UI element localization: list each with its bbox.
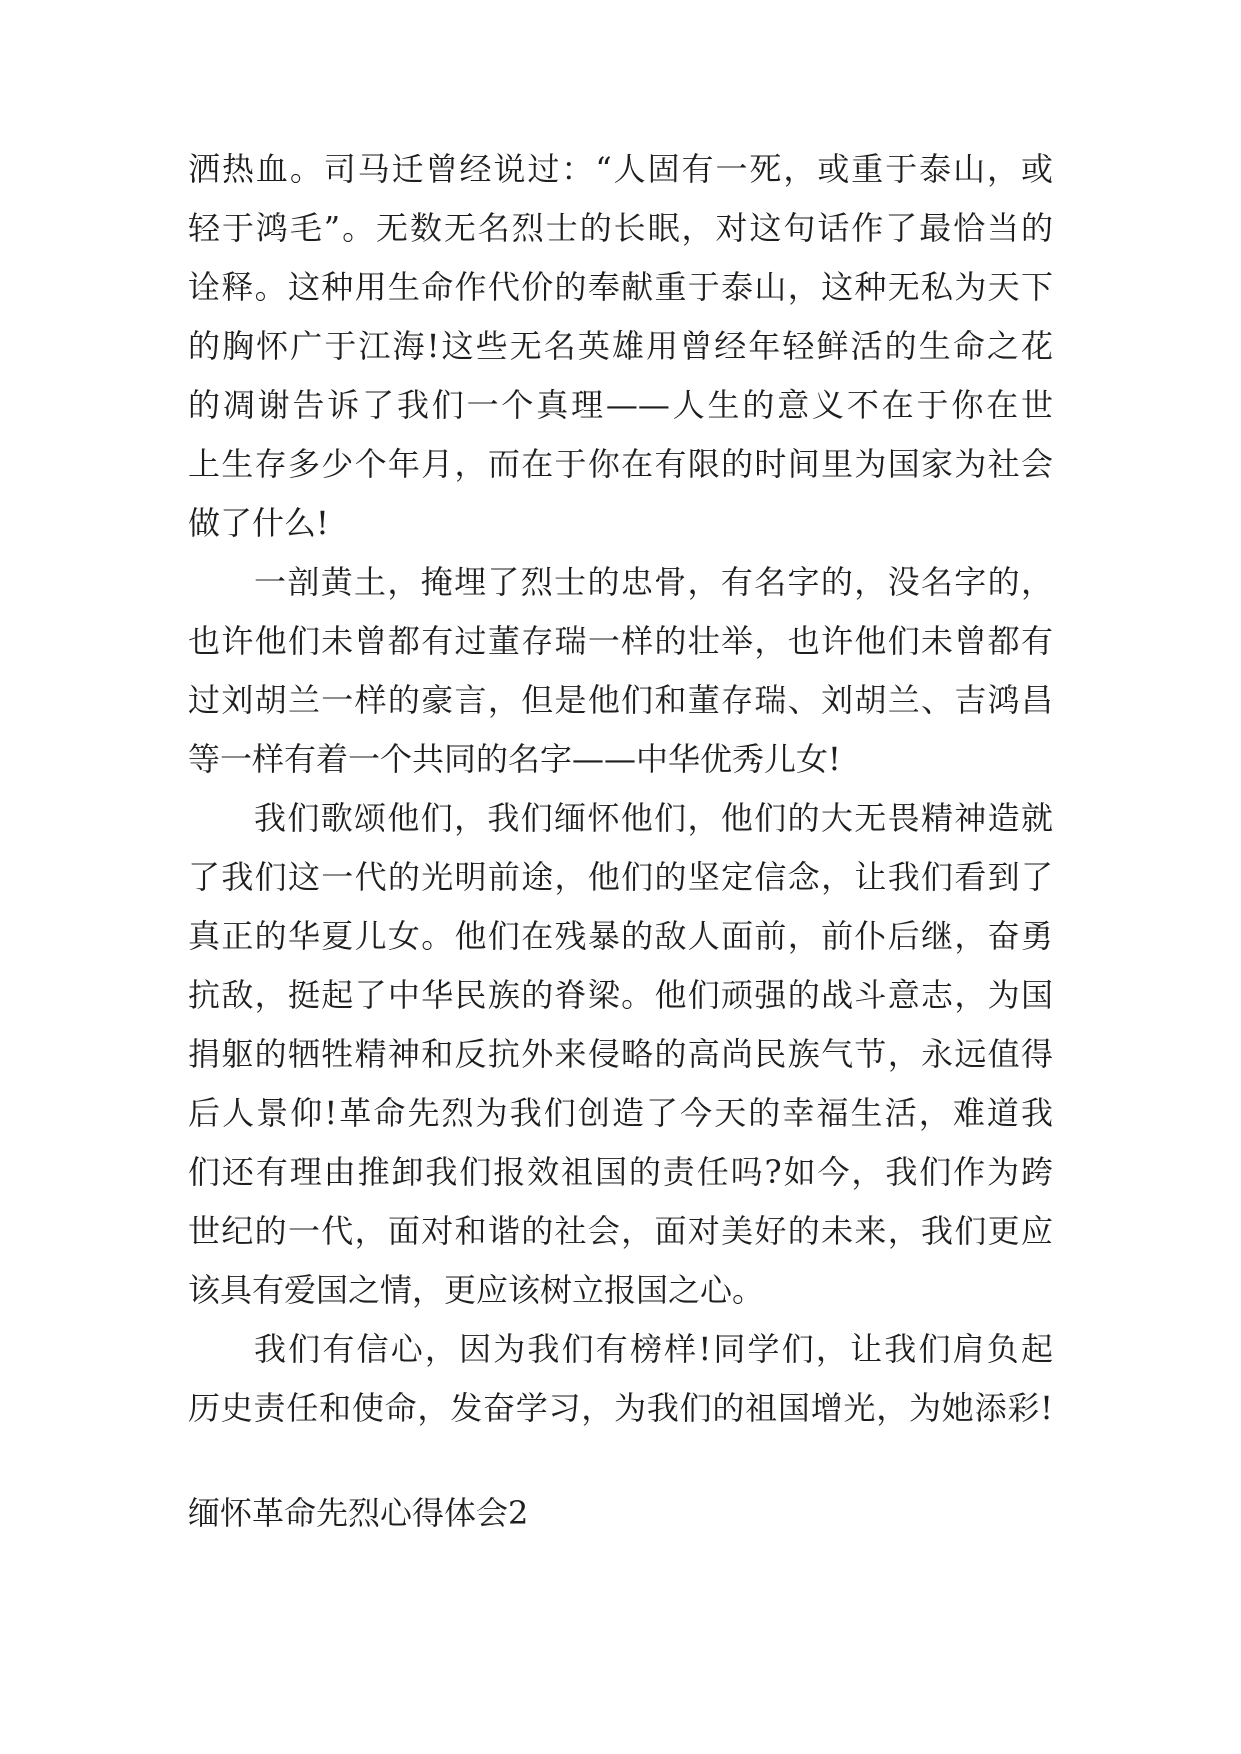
- text-line: 过刘胡兰一样的豪言，但是他们和董存瑞、刘胡兰、吉鸿昌: [188, 681, 1053, 719]
- text-line: 我们有信心，因为我们有榜样!同学们，让我们肩负起: [254, 1330, 1053, 1368]
- text-line: 该具有爱国之情，更应该树立报国之心。: [188, 1271, 765, 1309]
- text-line: 轻于鸿毛”。无数无名烈士的长眠，对这句话作了最恰当的: [188, 209, 1053, 247]
- text-line: 的胸怀广于江海!这些无名英雄用曾经年轻鲜活的生命之花: [188, 327, 1053, 365]
- text-line: 一剖黄土，掩埋了烈士的忠骨，有名字的，没名字的，: [254, 563, 1053, 601]
- text-line: 上生存多少个年月，而在于你在有限的时间里为国家为社会: [188, 445, 1053, 483]
- text-line: 抗敌，挺起了中华民族的脊梁。他们顽强的战斗意志，为国: [188, 976, 1053, 1014]
- text-line: 也许他们未曾都有过董存瑞一样的壮举，也许他们未曾都有: [188, 622, 1053, 660]
- text-line: 后人景仰!革命先烈为我们创造了今天的幸福生活，难道我: [188, 1094, 1053, 1132]
- text-line: 历史责任和使命，发奋学习，为我们的祖国增光，为她添彩!: [188, 1389, 1053, 1427]
- paragraph: [188, 553, 1053, 789]
- text-line: 世纪的一代，面对和谐的社会，面对美好的未来，我们更应: [188, 1212, 1053, 1250]
- text-line: 诠释。这种用生命作代价的奉献重于泰山，这种无私为天下: [188, 268, 1053, 306]
- paragraph: [188, 789, 1053, 1320]
- text-line: 做了什么!: [188, 504, 329, 542]
- document-body: [188, 140, 1053, 1543]
- text-line: 捐躯的牺牲精神和反抗外来侵略的高尚民族气节，永远值得: [188, 1035, 1053, 1073]
- text-line: 洒热血。司马迁曾经说过：“人固有一死，或重于泰山，或: [188, 150, 1053, 188]
- text-line: 等一样有着一个共同的名字——中华优秀儿女!: [188, 740, 841, 778]
- text-line: 真正的华夏儿女。他们在残暴的敌人面前，前仆后继，奋勇: [188, 917, 1053, 955]
- text-line: 我们歌颂他们，我们缅怀他们，他们的大无畏精神造就: [254, 799, 1053, 837]
- text-line: 们还有理由推卸我们报效祖国的责任吗?如今，我们作为跨: [188, 1153, 1053, 1191]
- paragraph: [188, 1320, 1053, 1438]
- section-heading: 缅怀革命先烈心得体会2: [188, 1494, 529, 1532]
- text-line: 了我们这一代的光明前途，他们的坚定信念，让我们看到了: [188, 858, 1053, 896]
- text-line: 的凋谢告诉了我们一个真理——人生的意义不在于你在世: [188, 386, 1053, 424]
- paragraph: [188, 140, 1053, 553]
